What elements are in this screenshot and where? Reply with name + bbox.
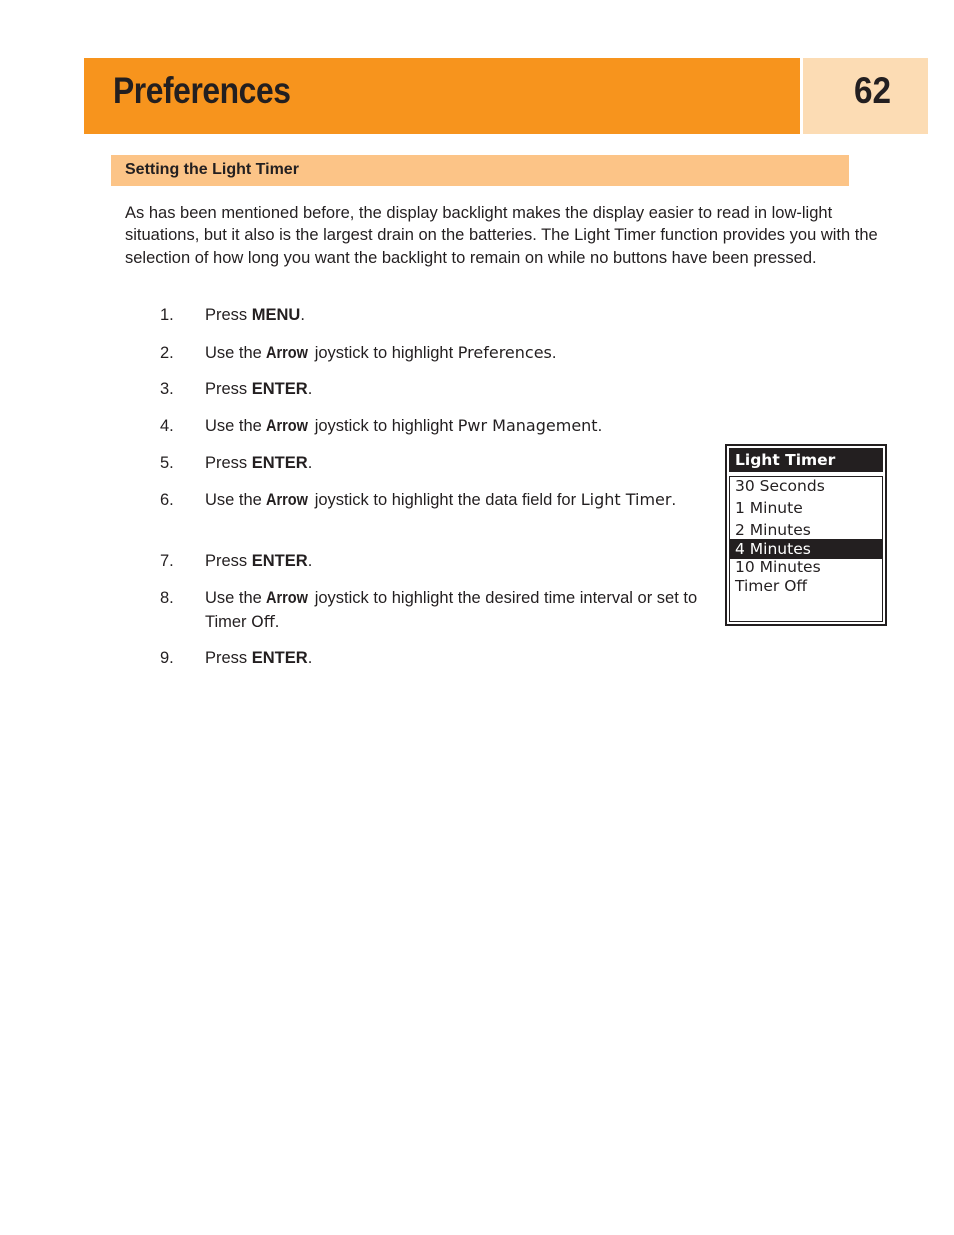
step-number: 1.	[160, 306, 174, 324]
option-10-minutes[interactable]: 10 Minutes	[735, 558, 821, 576]
step-text: Use the Arrow joystick to highlight Pwr Management.	[205, 414, 700, 438]
step-number: 2.	[160, 344, 174, 362]
ui-term: Pwr Management	[457, 416, 598, 435]
keyword: Arrow	[266, 491, 309, 509]
step-text: Press MENU.	[205, 306, 305, 324]
intro-paragraph: As has been mentioned before, the display backlight makes the display easier to read in low-light situations, but it also is the largest drain on the batteries. The Light Timer function provides you with the selection of how long you want the backlight to remain on while no buttons have been pressed.	[125, 204, 878, 267]
step-text: Press ENTER.	[205, 649, 313, 667]
step-text: Use the Arrow joystick to highlight Preferences.	[205, 341, 700, 365]
step-text: Use the Arrow joystick to highlight the data field for Light Timer.	[205, 488, 700, 512]
header-bar	[84, 58, 800, 134]
keyword: Arrow	[266, 344, 309, 362]
screen-title: Light Timer	[729, 448, 883, 472]
step-number: 5.	[160, 454, 174, 472]
step-number: 9.	[160, 649, 174, 667]
step-text: Press ENTER.	[205, 454, 313, 472]
keyword: ENTER	[251, 552, 308, 570]
ui-term: Off	[251, 612, 275, 631]
ui-term: Light Timer	[580, 490, 672, 509]
keyword: MENU	[251, 306, 301, 324]
step-text: Press ENTER.	[205, 380, 313, 398]
option-timer-off[interactable]: Timer Off	[735, 577, 808, 595]
device-screen	[725, 444, 887, 626]
page-number: 62	[854, 70, 892, 111]
keyword: ENTER	[251, 649, 308, 667]
keyword: ENTER	[251, 380, 308, 398]
page-title: Preferences	[113, 70, 291, 111]
step-number: 7.	[160, 552, 174, 570]
section-title: Setting the Light Timer	[125, 161, 299, 178]
step-number: 3.	[160, 380, 174, 398]
option-2-minutes[interactable]: 2 Minutes	[735, 521, 811, 539]
page-number-box	[803, 58, 928, 134]
step-number: 4.	[160, 417, 174, 435]
section-header	[111, 155, 849, 186]
option-1-minute[interactable]: 1 Minute	[735, 499, 803, 517]
keyword: Arrow	[266, 417, 309, 435]
keyword: Arrow	[266, 589, 309, 607]
option-30-seconds[interactable]: 30 Seconds	[735, 477, 825, 495]
option-4-minutes[interactable]: 4 Minutes	[729, 539, 883, 559]
step-number: 6.	[160, 491, 174, 509]
keyword: ENTER	[251, 454, 308, 472]
step-number: 8.	[160, 589, 174, 607]
ui-term: Preferences	[457, 343, 552, 362]
step-text: Use the Arrow joystick to highlight the desired time interval or set to Timer Off.	[205, 586, 700, 634]
step-text: Press ENTER.	[205, 552, 313, 570]
